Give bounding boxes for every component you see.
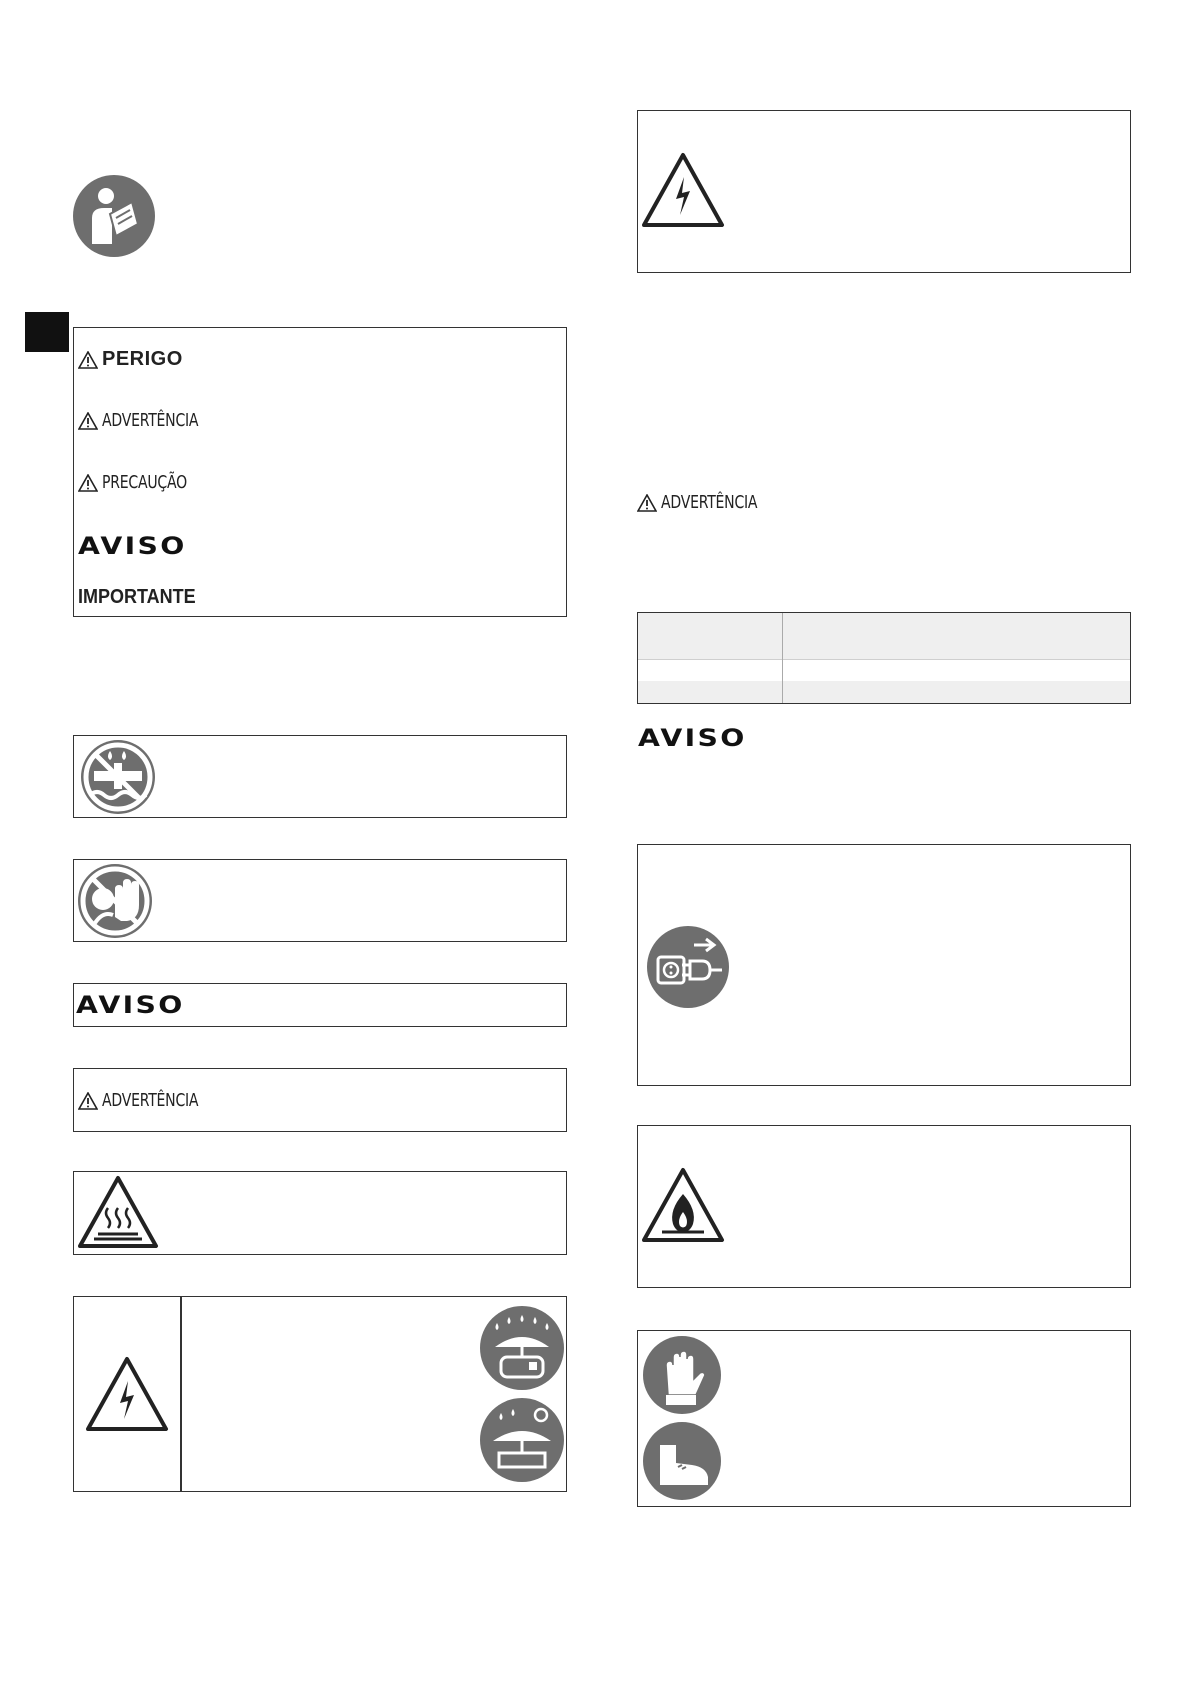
hot-surface-box (73, 1171, 567, 1255)
language-tab-marker (25, 312, 69, 352)
warning-triangle-icon (637, 494, 657, 512)
aviso-box (73, 983, 567, 1027)
table-header-row (638, 613, 1130, 659)
signal-word-perigo: PERIGO (102, 348, 183, 370)
fire-warning-icon (640, 1166, 726, 1244)
signal-word-precaucao: PRECAUÇÃO (102, 472, 187, 493)
no-water-box (73, 735, 567, 818)
table-column-divider (782, 613, 783, 704)
electric-warning-box (637, 110, 1131, 273)
hot-surface-icon (76, 1174, 160, 1250)
warning-triangle-icon (78, 412, 98, 430)
read-manual-icon (72, 174, 156, 258)
no-touch-icon (77, 863, 153, 939)
electric-shock-warning-icon (84, 1355, 170, 1433)
cell-divider (180, 1297, 182, 1491)
keep-dry-icon (479, 1397, 565, 1483)
signal-word-aviso: AVISO (78, 532, 187, 560)
advertencia-label: ADVERTÊNCIA (661, 492, 758, 513)
signal-word-advertencia: ADVERTÊNCIA (102, 410, 199, 431)
wear-gloves-icon (642, 1335, 722, 1415)
advertencia-heading (637, 492, 784, 513)
signal-word-importante: IMPORTANTE (78, 586, 196, 608)
fire-warning-box (637, 1125, 1131, 1288)
unplug-box (637, 844, 1131, 1086)
electric-shock-keep-dry-box (73, 1296, 567, 1492)
ppe-box (637, 1330, 1131, 1507)
advertencia-box (73, 1068, 567, 1132)
keep-dry-icon (479, 1305, 565, 1391)
advertencia-label: ADVERTÊNCIA (102, 1090, 199, 1111)
no-water-icon (80, 739, 156, 815)
no-touch-box (73, 859, 567, 942)
aviso-label: AVISO (76, 991, 185, 1019)
safety-shoes-icon (642, 1421, 722, 1501)
aviso-label: AVISO (638, 724, 747, 752)
warning-triangle-icon (78, 474, 98, 492)
warning-triangle-icon (78, 351, 98, 369)
warning-triangle-icon (78, 1092, 98, 1110)
specification-table (637, 612, 1131, 704)
signal-words-box (73, 327, 567, 617)
unplug-icon (646, 925, 730, 1009)
table-row (638, 681, 1130, 703)
electric-shock-warning-icon (640, 151, 726, 229)
